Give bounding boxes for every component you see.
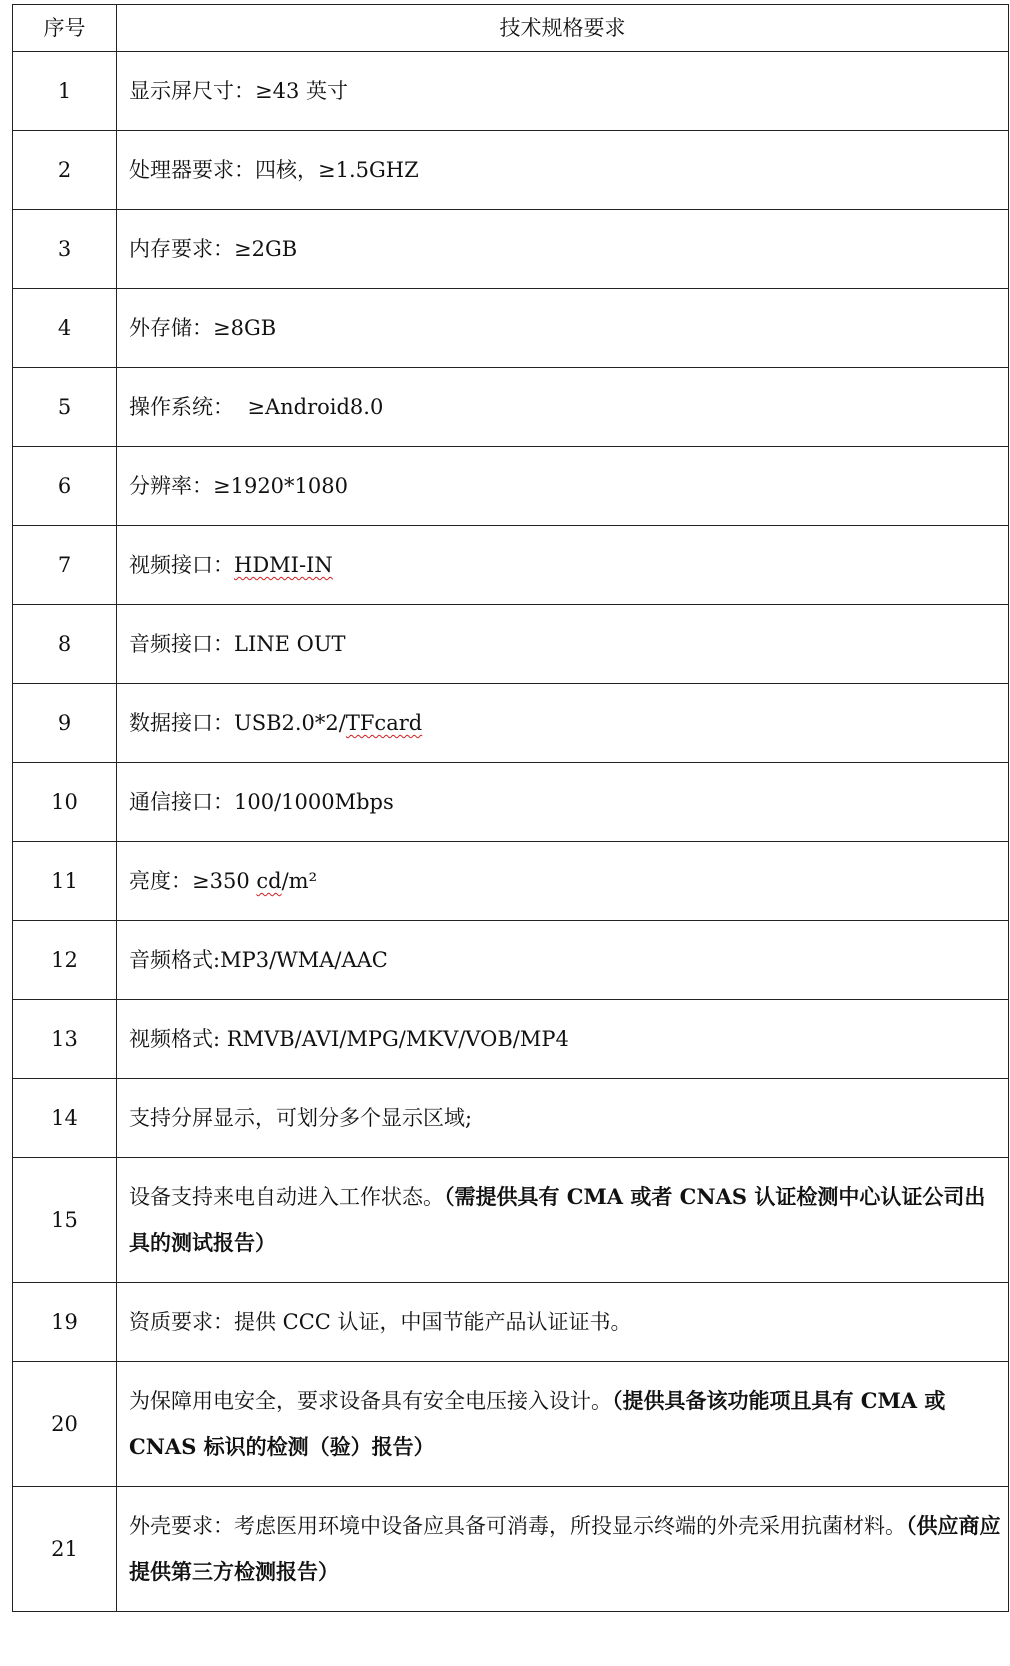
row-number: 9 (13, 684, 117, 763)
table-row (13, 1283, 1009, 1362)
row-requirement (117, 1487, 1009, 1612)
row-number: 2 (13, 131, 117, 210)
row-requirement: 处理器要求：四核，≥1.5GHZ (117, 131, 1009, 210)
row-number: 10 (13, 763, 117, 842)
row-number: 5 (13, 368, 117, 447)
table-row (13, 1079, 1009, 1158)
unit-text: /m² (281, 869, 317, 893)
row-number: 6 (13, 447, 117, 526)
table-row (13, 1000, 1009, 1079)
requirement-text: 视频接口： (129, 553, 234, 577)
spec-table (12, 4, 1009, 1612)
row-number: 3 (13, 210, 117, 289)
row-number: 8 (13, 605, 117, 684)
header-no: 序号 (13, 5, 117, 52)
row-number: 19 (13, 1283, 117, 1362)
table-row (13, 526, 1009, 605)
table-row (13, 921, 1009, 1000)
table-row (13, 368, 1009, 447)
row-number: 7 (13, 526, 117, 605)
row-number: 11 (13, 842, 117, 921)
table-row (13, 289, 1009, 368)
row-requirement (117, 526, 1009, 605)
requirement-text: 亮度：≥350 (129, 869, 257, 893)
table-row (13, 1487, 1009, 1612)
table-row (13, 52, 1009, 131)
row-number: 15 (13, 1158, 117, 1283)
table-row (13, 605, 1009, 684)
row-requirement: 资质要求：提供 CCC 认证，中国节能产品认证证书。 (117, 1283, 1009, 1362)
requirement-text: 设备支持来电自动进入工作状态。 (129, 1185, 444, 1209)
spellcheck-marked-text: cd (256, 869, 282, 893)
requirement-text: 数据接口：USB2.0*2/ (129, 711, 346, 735)
row-requirement: 内存要求：≥2GB (117, 210, 1009, 289)
row-requirement: 操作系统： ≥Android8.0 (117, 368, 1009, 447)
table-row (13, 1362, 1009, 1487)
row-requirement (117, 1362, 1009, 1487)
requirement-text: 为保障用电安全，要求设备具有安全电压接入设计。 (129, 1389, 612, 1413)
requirement-note-bold: （提供具备该功能项且具有 CMA 或 CNAS 标识的检测（验）报告） (129, 1388, 946, 1459)
spellcheck-marked-text: TFcard (345, 711, 423, 735)
row-requirement: 音频接口：LINE OUT (117, 605, 1009, 684)
row-number: 14 (13, 1079, 117, 1158)
spellcheck-marked-text: HDMI-IN (234, 553, 333, 577)
row-number: 4 (13, 289, 117, 368)
table-row (13, 842, 1009, 921)
row-requirement (117, 842, 1009, 921)
row-requirement: 外存储：≥8GB (117, 289, 1009, 368)
table-row (13, 210, 1009, 289)
row-number: 12 (13, 921, 117, 1000)
row-requirement: 通信接口：100/1000Mbps (117, 763, 1009, 842)
table-row (13, 131, 1009, 210)
row-requirement: 显示屏尺寸：≥43 英寸 (117, 52, 1009, 131)
row-requirement (117, 684, 1009, 763)
requirement-note-bold: （需提供具有 CMA 或者 CNAS 认证检测中心认证公司出具的测试报告） (129, 1184, 986, 1255)
table-row (13, 447, 1009, 526)
row-requirement: 视频格式: RMVB/AVI/MPG/MKV/VOB/MP4 (117, 1000, 1009, 1079)
table-row (13, 1158, 1009, 1283)
row-number: 13 (13, 1000, 117, 1079)
requirement-note-bold: （供应商应提供第三方检测报告） (129, 1513, 1001, 1584)
row-requirement: 支持分屏显示，可划分多个显示区域; (117, 1079, 1009, 1158)
table-row (13, 763, 1009, 842)
row-requirement (117, 1158, 1009, 1283)
header-row (13, 5, 1009, 52)
table-row (13, 684, 1009, 763)
header-requirement: 技术规格要求 (117, 5, 1009, 52)
row-number: 21 (13, 1487, 117, 1612)
row-number: 1 (13, 52, 117, 131)
row-requirement: 音频格式:MP3/WMA/AAC (117, 921, 1009, 1000)
row-requirement: 分辨率：≥1920*1080 (117, 447, 1009, 526)
row-number: 20 (13, 1362, 117, 1487)
requirement-text: 外壳要求：考虑医用环境中设备应具备可消毒，所投显示终端的外壳采用抗菌材料。 (129, 1514, 906, 1538)
